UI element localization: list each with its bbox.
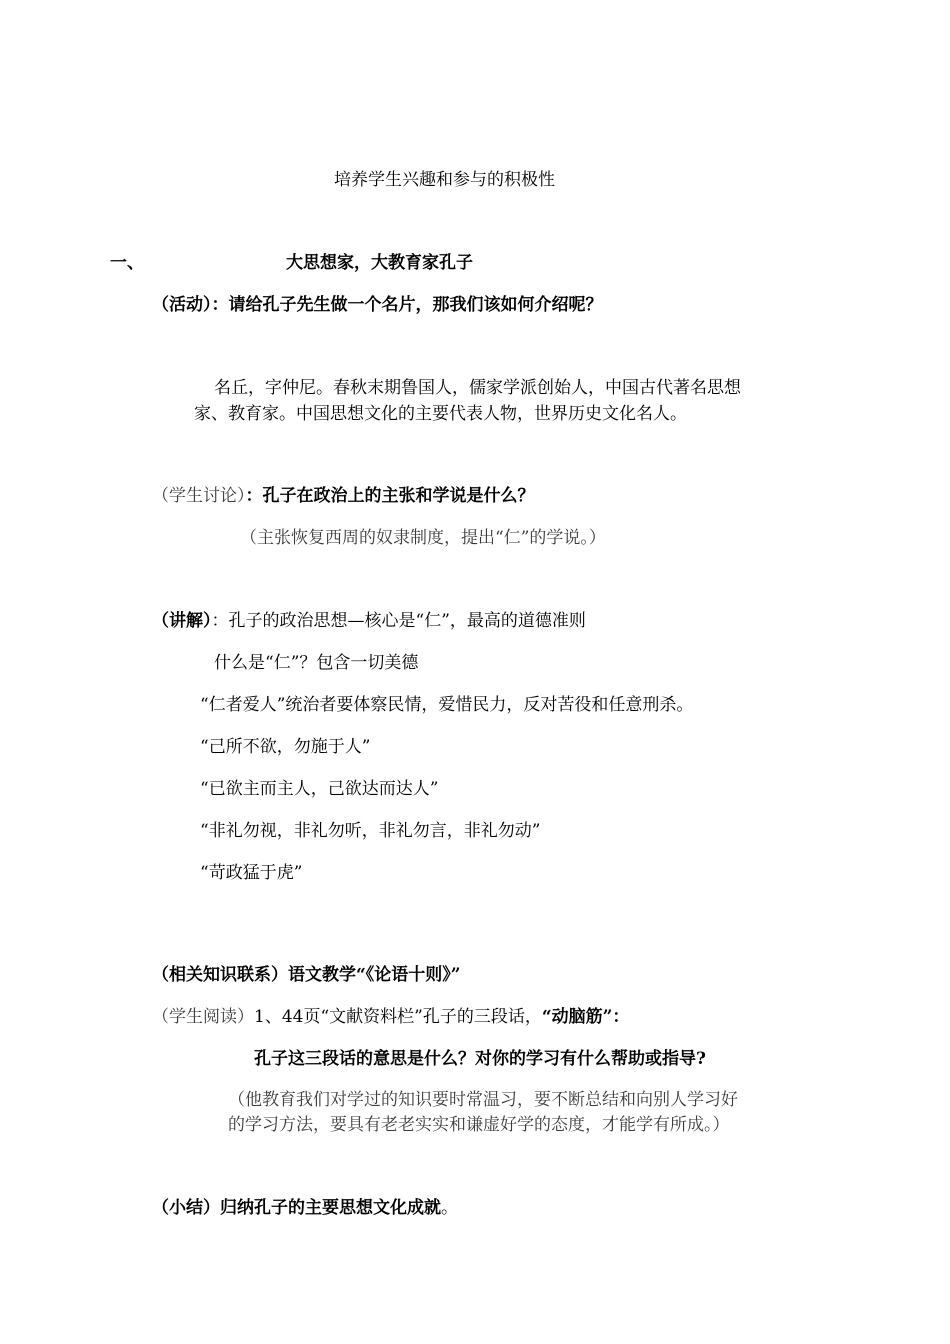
explanation-line: “苛政猛于虎”	[200, 863, 303, 883]
section-title: 大思想家，大教育家孔子	[286, 253, 473, 273]
page-title: 培养学生兴趣和参与的积极性	[334, 170, 555, 190]
related-knowledge	[152, 964, 461, 986]
related-text: 语文教学“《论语十则》”	[288, 965, 461, 985]
explanation-line: “己所不欲，勿施于人”	[200, 737, 371, 757]
reading-tail: “动脑筋”：	[541, 1007, 630, 1027]
discussion-label: （学生讨论）	[152, 486, 246, 506]
summary-label: （小结）	[152, 1198, 220, 1218]
reading-prompt	[152, 1006, 629, 1028]
activity-answer-line-2: 家、教育家。中国思想文化的主要代表人物，世界历史文化名人。	[194, 404, 687, 424]
summary-text: 归纳孔子的主要思想文化成就	[220, 1198, 441, 1218]
section-number: 一、	[110, 253, 144, 273]
explanation-heading	[152, 610, 586, 632]
activity-answer-line-1: 名丘，字仲尼。春秋末期鲁国人，儒家学派创始人，中国古代著名思想	[214, 378, 741, 398]
activity-text: 请给孔子先生做一个名片，那我们该如何介绍呢？	[228, 295, 603, 315]
summary-period: 。	[441, 1198, 458, 1218]
explanation-line: “已欲主而主人，己欲达而达人”	[200, 779, 439, 799]
explanation-line: “仁者爱人”统治者要体察民情，爱惜民力，反对苦役和任意刑杀。	[200, 695, 694, 715]
explanation-text: ：孔子的政治思想—核心是“仁”，最高的道德准则	[211, 611, 586, 631]
reading-text: 1、44页“文献资料栏”孔子的三段话，	[254, 1007, 542, 1027]
explanation-label: （讲解）	[152, 611, 212, 631]
reading-answer-line-1: （他教育我们对学过的知识要时常温习，要不断总结和向别人学习好	[228, 1090, 738, 1110]
discussion-prompt	[152, 485, 535, 507]
explanation-line: “非礼勿视，非礼勿听，非礼勿言，非礼勿动”	[200, 821, 541, 841]
reading-answer-line-2: 的学习方法，要具有老老实实和谦虚好学的态度，才能学有所成。）	[228, 1115, 730, 1135]
reading-question: 孔子这三段话的意思是什么？对你的学习有什么帮助或指导?	[254, 1049, 706, 1069]
reading-label: （学生阅读）	[152, 1007, 254, 1027]
related-label: （相关知识联系）	[152, 965, 288, 985]
activity-prompt	[152, 294, 603, 316]
discussion-answer: （主张恢复西周的奴隶制度，提出“仁”的学说。）	[240, 528, 606, 548]
explanation-line: 什么是“仁”？包含一切美德	[214, 653, 419, 673]
summary	[152, 1197, 458, 1219]
activity-label: （活动）：	[152, 295, 229, 315]
discussion-text: ：孔子在政治上的主张和学说是什么？	[245, 486, 535, 506]
